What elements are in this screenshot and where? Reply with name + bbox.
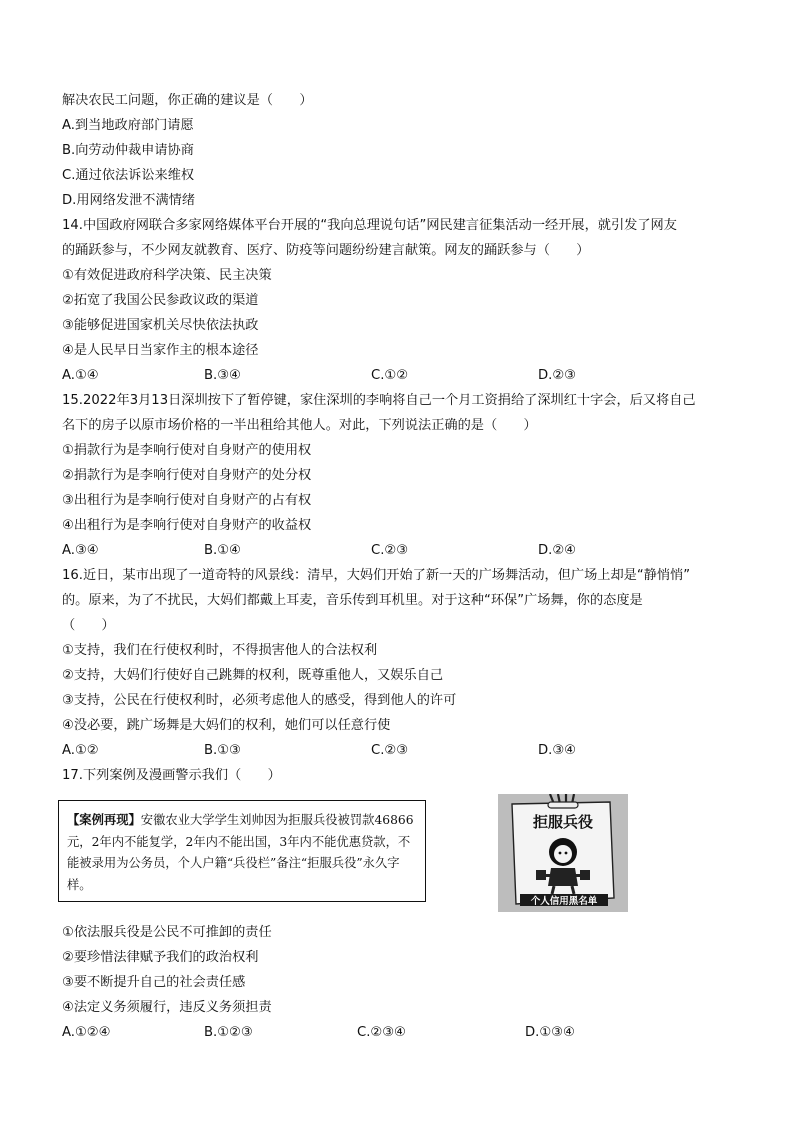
q17-item-3: ③要不断提升自己的社会责任感 — [62, 975, 246, 990]
q15-item-1: ①捐款行为是李响行使对自身财产的使用权 — [62, 443, 312, 458]
q16-stem-line-2: 的。原来，为了不扰民，大妈们都戴上耳麦，音乐传到耳机里。对于这种“环保”广场舞，你的态度是 — [62, 593, 643, 608]
q14-item-3: ③能够促进国家机关尽快依法执政 — [62, 318, 259, 333]
q16-item-3: ③支持，公民在行使权利时，必须考虑他人的感受，得到他人的许可 — [62, 693, 457, 708]
q17-item-1: ①依法服兵役是公民不可推卸的责任 — [62, 925, 272, 940]
q13-option-c: C.通过依法诉讼来维权 — [62, 168, 195, 183]
cartoon-image — [498, 794, 628, 912]
q13-option-b: B.向劳动仲裁申请协商 — [62, 143, 194, 158]
case-label: 【案例再现】 — [67, 812, 141, 827]
q15-item-2: ②捐款行为是李响行使对自身财产的处分权 — [62, 468, 312, 483]
q16-choice-d: D.③④ — [538, 743, 576, 758]
q16-item-2: ②支持，大妈们行使好自己跳舞的权利，既尊重他人，又娱乐自己 — [62, 668, 444, 683]
q15-choices — [62, 538, 742, 563]
q17-material — [62, 794, 742, 920]
q16-item-4: ④没必要，跳广场舞是大妈们的权利，她们可以任意行使 — [62, 718, 391, 733]
q14-item-1: ①有效促进政府科学决策、民主决策 — [62, 268, 272, 283]
q15-choice-d: D.②④ — [538, 543, 576, 558]
q16-choice-c: C.②③ — [371, 743, 409, 758]
q17-choices — [62, 1020, 742, 1045]
q17-item-4: ④法定义务须履行，违反义务须担责 — [62, 1000, 272, 1015]
q14-choice-a: A.①④ — [62, 368, 99, 383]
cartoon-title: 拒服兵役 — [532, 813, 594, 831]
q14-item-4: ④是人民早日当家作主的根本途径 — [62, 343, 259, 358]
q15-item-3: ③出租行为是李响行使对自身财产的占有权 — [62, 493, 312, 508]
q13-option-a: A.到当地政府部门请愿 — [62, 118, 194, 133]
q17-choice-b: B.①②③ — [204, 1025, 253, 1040]
q17-stem: 17.下列案例及漫画警示我们（ ） — [62, 768, 281, 783]
q14-choice-c: C.①② — [371, 368, 409, 383]
case-box — [58, 800, 426, 902]
q16-choice-b: B.①③ — [204, 743, 241, 758]
q15-stem-line-1: 15.2022年3月13日深圳按下了暂停键，家住深圳的李响将自己一个月工资捐给了深圳红十字会，后又将自己 — [62, 393, 696, 408]
q15-item-4: ④出租行为是李响行使对自身财产的收益权 — [62, 518, 312, 533]
q15-stem-line-2: 名下的房子以原市场价格的一半出租给其他人。对此，下列说法正确的是（ ） — [62, 418, 537, 433]
q14-choices — [62, 363, 742, 388]
q14-choice-d: D.②③ — [538, 368, 576, 383]
exam-page — [62, 88, 742, 1045]
q13-option-d: D.用网络发泄不满情绪 — [62, 193, 196, 208]
q15-choice-c: C.②③ — [371, 543, 409, 558]
q13-stem: 解决农民工问题，你正确的建议是（ ） — [62, 93, 313, 108]
q14-stem-line-2: 的踊跃参与，不少网友就教育、医疗、防疫等问题纷纷建言献策。网友的踊跃参与（ ） — [62, 243, 590, 258]
q17-choice-d: D.①③④ — [525, 1025, 575, 1040]
q16-choice-a: A.①② — [62, 743, 99, 758]
q17-choice-a: A.①②④ — [62, 1025, 111, 1040]
q14-stem-line-1: 14.中国政府网联合多家网络媒体平台开展的“我向总理说句话”网民建言征集活动一经开展，就引发了网友 — [62, 218, 677, 233]
q16-stem-line-1: 16.近日，某市出现了一道奇特的风景线：清早，大妈们开始了新一天的广场舞活动，但广场上却是“静悄悄” — [62, 568, 691, 583]
q14-choice-b: B.③④ — [204, 368, 241, 383]
q16-choices — [62, 738, 742, 763]
q17-choice-c: C.②③④ — [357, 1025, 406, 1040]
q15-choice-b: B.①④ — [204, 543, 241, 558]
q16-stem-line-3: （ ） — [62, 618, 115, 633]
q17-item-2: ②要珍惜法律赋予我们的政治权利 — [62, 950, 259, 965]
case-text: 安徽农业大学学生刘帅因为拒服兵役被罚款46866元，2年内不能复学，2年内不能出国，3年内不能优惠贷款，不能被录用为公务员，个人户籍“兵役栏”备注“拒服兵役”永久字样。 — [67, 813, 414, 892]
q16-item-1: ①支持，我们在行使权利时，不得损害他人的合法权利 — [62, 643, 378, 658]
cartoon-caption: 个人信用黑名单 — [530, 896, 598, 907]
q15-choice-a: A.③④ — [62, 543, 99, 558]
q14-item-2: ②拓宽了我国公民参政议政的渠道 — [62, 293, 259, 308]
